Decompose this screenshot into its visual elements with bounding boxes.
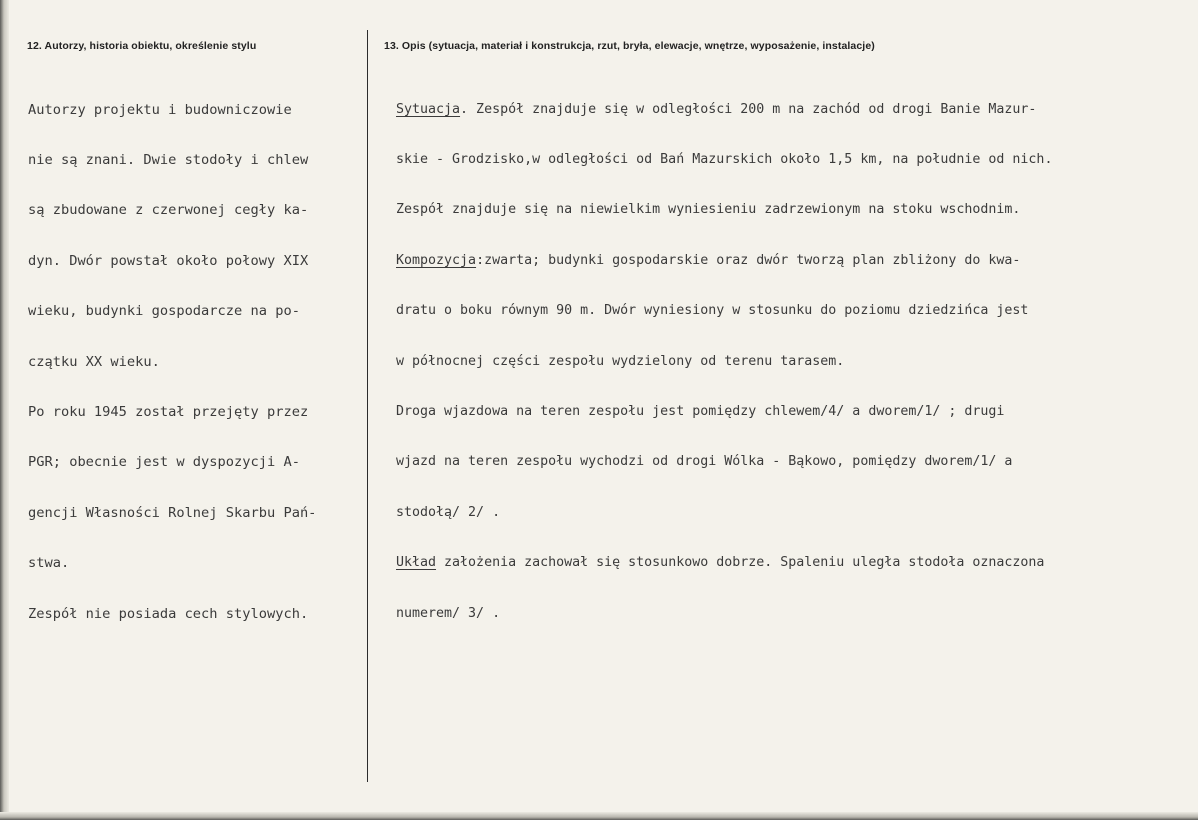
section-13-line: Sytuacja. Zespół znajduje się w odległości 200 m na zachód od drogi Banie Mazur- — [396, 101, 1037, 117]
section-12-line: Zespół nie posiada cech stylowych. — [28, 605, 309, 622]
section-13-line: Układ założenia zachował się stosunkowo dobrze. Spaleniu uległa stodoła oznaczona — [396, 555, 1045, 571]
section-13-line: dratu o boku równym 90 m. Dwór wyniesiony w stosunku do poziomu dziedzińca jest — [396, 303, 1029, 319]
section-12-line: PGR; obecnie jest w dyspozycji A- — [28, 454, 300, 471]
section-13-line: stodołą/ 2/ . — [396, 504, 501, 520]
section-13-line: Zespół znajduje się na niewielkim wyniesieniu zadrzewionym na stoku wschodnim. — [396, 202, 1021, 218]
section-12-line: czątku XX wieku. — [28, 353, 160, 370]
card-bottom-edge — [0, 812, 1198, 820]
section-13-line: Kompozycja:zwarta; budynki gospodarskie oraz dwór tworzą plan zbliżony do kwa- — [396, 252, 1021, 268]
uklad-label: Układ — [396, 555, 437, 571]
section-12-line: Autorzy projektu i budowniczowie — [28, 101, 292, 118]
section-12-heading: 12. Autorzy, historia obiektu, określenie stylu — [27, 40, 257, 52]
section-12-line: stwa. — [28, 555, 70, 572]
section-12-line: Po roku 1945 został przejęty przez — [28, 403, 309, 420]
column-divider — [367, 30, 368, 782]
section-12-line: wieku, budynki gospodarcze na po- — [28, 303, 300, 320]
section-13-text — [396, 68, 1052, 656]
section-12-line: nie są znani. Dwie stodoły i chlew — [28, 151, 309, 168]
section-12-text — [28, 68, 316, 656]
section-13-line: numerem/ 3/ . — [396, 605, 501, 621]
section-13-line: w północnej części zespołu wydzielony od terenu tarasem. — [396, 353, 845, 369]
section-12-line: są zbudowane z czerwonej cegły ka- — [28, 202, 309, 219]
section-13-line: Droga wjazdowa na teren zespołu jest pomiędzy chlewem/4/ a dworem/1/ ; drugi — [396, 403, 1005, 419]
sytuacja-label: Sytuacja — [396, 101, 461, 117]
section-13-heading: 13. Opis (sytuacja, materiał i konstrukcja, rzut, bryła, elewacje, wnętrze, wyposażenie, instalacje) — [384, 40, 875, 52]
kompozycja-label: Kompozycja — [396, 252, 477, 268]
section-12-line: gencji Własności Rolnej Skarbu Pań- — [28, 504, 317, 521]
section-13-line: wjazd na teren zespołu wychodzi od drogi Wólka - Bąkowo, pomiędzy dworem/1/ a — [396, 454, 1013, 470]
section-12-line: dyn. Dwór powstał około połowy XIX — [28, 252, 309, 269]
card-left-edge — [0, 0, 9, 820]
section-13-line: skie - Grodzisko,w odległości od Bań Mazurskich około 1,5 km, na południe od nich. — [396, 151, 1053, 167]
